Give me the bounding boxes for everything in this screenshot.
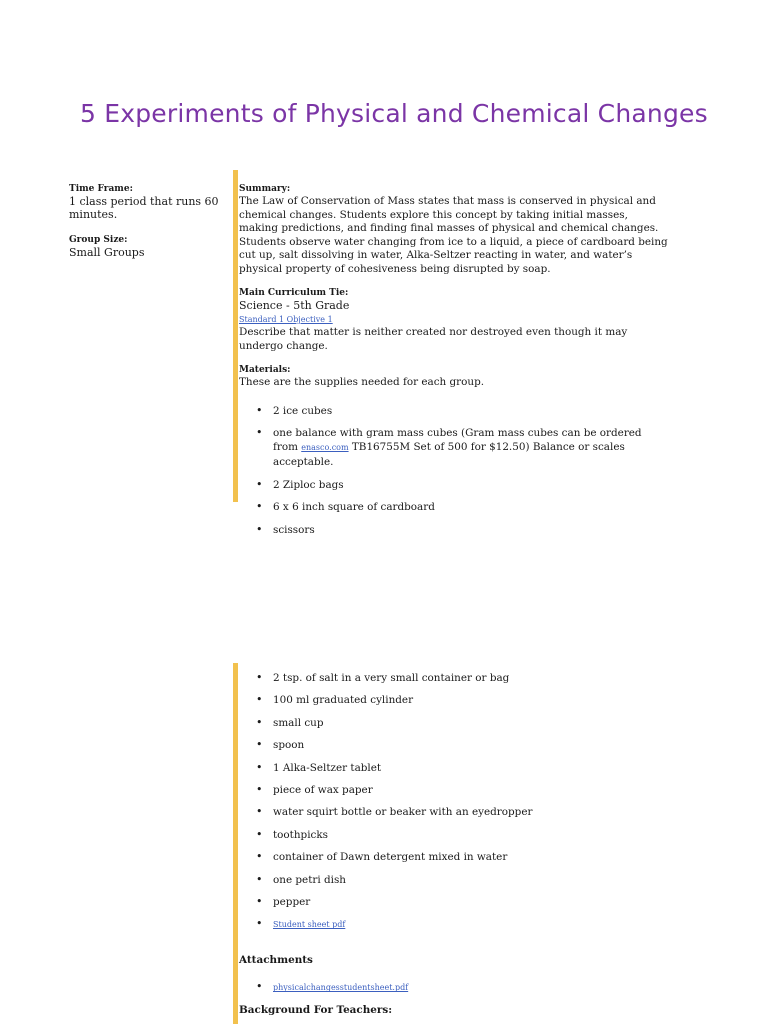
list-item: • pepper	[239, 895, 669, 909]
list-item: • piece of wax paper	[239, 783, 669, 797]
list-item: • water squirt bottle or beaker with an eyedropper	[239, 805, 669, 819]
student-sheet-link[interactable]: Student sheet pdf	[273, 920, 346, 930]
curriculum-subject: Science - 5th Grade	[239, 299, 350, 312]
standard-link[interactable]: Standard 1 Objective 1	[239, 315, 333, 324]
list-item: • small cup	[239, 716, 669, 730]
materials-list-continued	[239, 671, 669, 932]
accent-bar	[233, 170, 238, 502]
list-item: • 6 x 6 inch square of cardboard	[239, 500, 669, 514]
list-item: • 2 Ziploc bags	[239, 478, 669, 492]
list-item: • 2 ice cubes	[239, 404, 669, 418]
attachments-heading: Attachments	[239, 954, 313, 967]
curriculum-label: Main Curriculum Tie:	[239, 288, 349, 298]
curriculum-description: Describe that matter is neither created nor destroyed even though it may undergo change.	[239, 326, 628, 352]
list-item: • 100 ml graduated cylinder	[239, 693, 669, 707]
list-item: • one balance with gram mass cubes (Gram mass cubes can be ordered from enasco.com TB16755M Set of 500 for $12.50) Balance or scales acceptable.	[239, 426, 669, 469]
group-size-value: Small Groups	[69, 246, 145, 259]
list-item: • one petri dish	[239, 873, 669, 887]
attachment-link[interactable]: physicalchangesstudentsheet.pdf	[273, 983, 409, 993]
list-item: • 1 Alka-Seltzer tablet	[239, 761, 669, 775]
time-frame-value: 1 class period that runs 60 minutes.	[69, 195, 219, 221]
lesson-main-continued	[239, 671, 669, 1016]
list-item: • container of Dawn detergent mixed in water	[239, 850, 669, 864]
background-heading: Background For Teachers:	[239, 1003, 393, 1016]
summary-label: Summary:	[239, 184, 291, 194]
list-item: • toothpicks	[239, 828, 669, 842]
materials-list	[239, 404, 669, 537]
enasco-link[interactable]: enasco.com	[301, 443, 349, 452]
page-title: 5 Experiments of Physical and Chemical Changes	[80, 99, 708, 128]
accent-bar	[233, 663, 238, 1024]
list-item	[239, 917, 669, 932]
materials-label: Materials:	[239, 365, 291, 375]
list-item: • scissors	[239, 523, 669, 537]
list-item	[239, 980, 669, 995]
summary-text: The Law of Conservation of Mass states that mass is conserved in physical and chemical changes. Students explore this concept by taking initial masses, making predictions, and finding final masses of physical and chemical changes. Students observe water changing from ice to a liquid, a piece of cardboard being cut up, salt dissolving in water, Alka-Seltzer reacting in water, and water’s physical property of cohesiveness being disrupted by soap.	[239, 195, 668, 275]
lesson-meta	[69, 184, 229, 259]
materials-intro: These are the supplies needed for each group.	[239, 376, 485, 388]
group-size-label: Group Size:	[69, 235, 128, 245]
attachments-list	[239, 980, 669, 995]
list-item: • 2 tsp. of salt in a very small container or bag	[239, 671, 669, 685]
lesson-main	[239, 184, 669, 545]
list-item: • spoon	[239, 738, 669, 752]
time-frame-label: Time Frame:	[69, 184, 133, 194]
